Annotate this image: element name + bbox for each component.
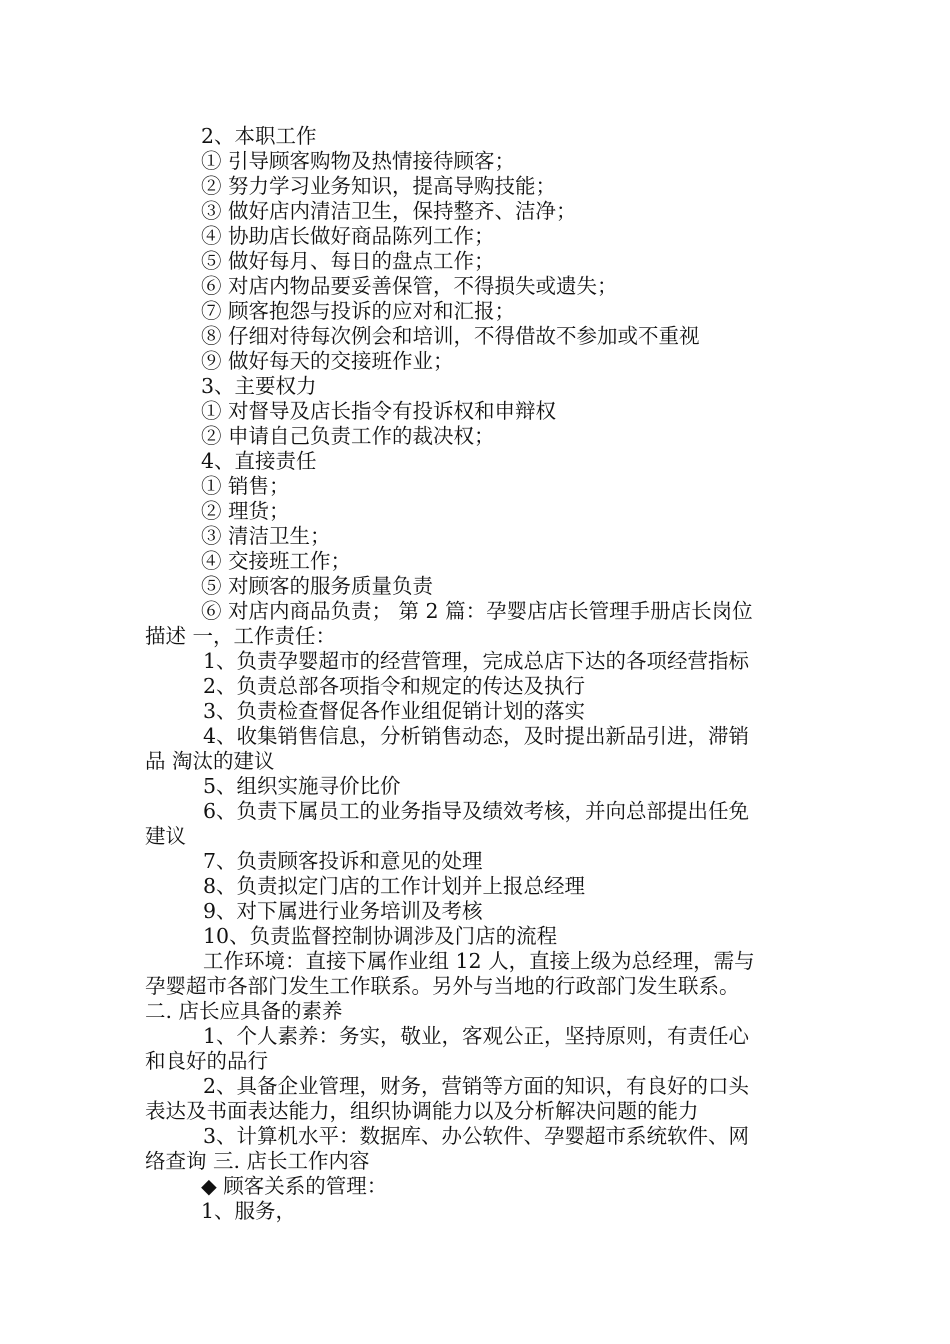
text-line: ④ 交接班工作； — [201, 549, 352, 573]
text-line: ⑤ 对顾客的服务质量负责 — [201, 574, 434, 598]
text-line: ① 对督导及店长指令有投诉权和申辩权 — [201, 399, 557, 423]
text-line: 络查询 三. 店长工作内容 — [145, 1149, 370, 1173]
text-line: 7、负责顾客投诉和意见的处理 — [203, 849, 483, 873]
text-line: ① 引导顾客购物及热情接待顾客； — [201, 149, 516, 173]
text-line: 品 淘汰的建议 — [145, 749, 275, 773]
text-line: 4、直接责任 — [201, 449, 317, 473]
text-line: ② 申请自己负责工作的裁决权； — [201, 424, 495, 448]
text-line: ⑦ 顾客抱怨与投诉的应对和汇报； — [201, 299, 516, 323]
text-line: ③ 做好店内清洁卫生，保持整齐、洁净； — [201, 199, 577, 223]
text-line: ② 努力学习业务知识，提高导购技能； — [201, 174, 557, 198]
text-line: ④ 协助店长做好商品陈列工作； — [201, 224, 495, 248]
text-line: 孕婴超市各部门发生工作联系。另外与当地的行政部门发生联系。 — [145, 974, 740, 998]
text-line: 建议 — [145, 824, 186, 848]
text-line: 描述 一，工作责任： — [145, 624, 337, 648]
text-line: 2、本职工作 — [201, 124, 317, 148]
text-line: 8、负责拟定门店的工作计划并上报总经理 — [203, 874, 586, 898]
text-line: ⑤ 做好每月、每日的盘点工作； — [201, 249, 495, 273]
text-line: 3、计算机水平：数据库、办公软件、孕婴超市系统软件、网 — [203, 1124, 750, 1148]
text-line: 3、主要权力 — [201, 374, 317, 398]
text-line: 3、负责检查督促各作业组促销计划的落实 — [203, 699, 586, 723]
text-line: ③ 清洁卫生； — [201, 524, 331, 548]
text-line: 工作环境：直接下属作业组 12 人，直接上级为总经理，需与 — [203, 949, 755, 973]
text-line: ① 销售； — [201, 474, 290, 498]
text-line: 5、组织实施寻价比价 — [203, 774, 401, 798]
text-line: ◆ 顾客关系的管理： — [201, 1174, 388, 1198]
text-line: ⑥ 对店内商品负责； 第 2 篇：孕婴店店长管理手册店长岗位 — [201, 599, 753, 623]
text-line: 和良好的品行 — [145, 1049, 268, 1073]
text-line: 4、收集销售信息，分析销售动态，及时提出新品引进，滞销 — [203, 724, 750, 748]
text-line: ② 理货； — [201, 499, 290, 523]
text-line: 表达及书面表达能力，组织协调能力以及分析解决问题的能力 — [145, 1099, 699, 1123]
text-line: 10、负责监督控制协调涉及门店的流程 — [203, 924, 558, 948]
text-line: 2、负责总部各项指令和规定的传达及执行 — [203, 674, 586, 698]
text-line: ⑥ 对店内物品要妥善保管，不得损失或遗失； — [201, 274, 618, 298]
text-line: 1、负责孕婴超市的经营管理，完成总店下达的各项经营指标 — [203, 649, 750, 673]
text-line: 2、具备企业管理，财务，营销等方面的知识，有良好的口头 — [203, 1074, 750, 1098]
text-line: 9、对下属进行业务培训及考核 — [203, 899, 483, 923]
text-line: 6、负责下属员工的业务指导及绩效考核，并向总部提出任免 — [203, 799, 750, 823]
text-line: 二. 店长应具备的素养 — [145, 999, 343, 1023]
text-line: 1、个人素养：务实，敬业，客观公正，坚持原则，有责任心 — [203, 1024, 750, 1048]
text-line: ⑧ 仔细对待每次例会和培训，不得借故不参加或不重视 — [201, 324, 700, 348]
document-body — [145, 124, 810, 1224]
text-line: 1、服务， — [201, 1199, 297, 1223]
text-line: ⑨ 做好每天的交接班作业； — [201, 349, 454, 373]
